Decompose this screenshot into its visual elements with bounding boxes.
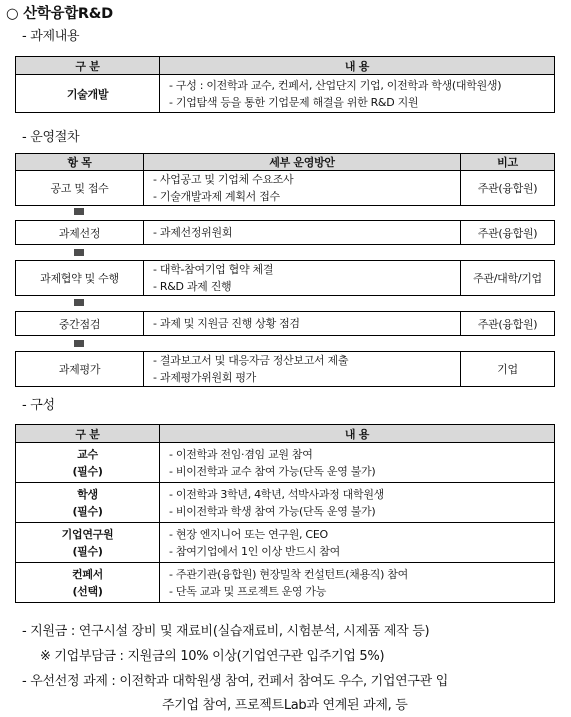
member-role: 교수 [77,447,98,461]
column-header: 내 용 [160,425,555,443]
list-item: - 단독 교과 및 프로젝트 운영 가능 [169,584,327,598]
priority-note-line2: 주기업 참여, 프로젝트Lab과 연계된 과제, 등 [162,698,408,713]
list-item: - 주관기관(융합원) 현장밀착 컨설턴트(채용직) 참여 [169,567,408,581]
list-item: - 과제평가위원회 평가 [153,371,256,384]
step-owner: 주관(융합원) [461,171,555,206]
step-name: 과제평가 [16,352,144,387]
column-header: 구 분 [16,57,160,75]
procedure-step-3 [15,260,555,296]
list-item: - 대학-참여기업 협약 체결 [153,263,274,276]
list-item: - 결과보고서 및 대응자금 정산보고서 제출 [153,354,349,367]
procedure-step-4 [15,311,555,336]
page-title: ○ 산학융합R&D [6,6,113,22]
step-owner: 주관(융합원) [461,312,555,336]
list-item: - 참여기업에서 1인 이상 반드시 참여 [169,544,340,558]
down-arrow-icon [74,340,84,347]
down-arrow-icon [74,249,84,256]
step-owner: 주관/대학/기업 [461,261,555,296]
section-heading-composition: - 구성 [22,398,55,413]
procedure-step-2 [15,220,555,245]
list-item: - 기업탐색 등을 통한 기업문제 해결을 위한 R&D 지원 [169,95,419,109]
composition-table [15,424,555,603]
member-requirement: (필수) [72,544,103,558]
list-item: - 이전학과 3학년, 4학년, 석박사과정 대학원생 [169,487,384,501]
procedure-step-1 [15,170,555,206]
list-item: - 비이전학과 학생 참여 가능(단독 운영 불가) [169,504,376,518]
step-name: 공고 및 접수 [16,171,144,206]
section-heading-task-content: - 과제내용 [22,29,80,44]
member-requirement: (필수) [72,464,103,478]
step-owner: 주관(융합원) [461,221,555,245]
list-item: - 비이전학과 교수 참여 가능(단독 운영 불가) [169,464,376,478]
procedure-step-5 [15,351,555,387]
list-item: - 기술개발과제 계획서 접수 [153,190,280,203]
list-item: - 구성 : 이전학과 교수, 컨페서, 산업단지 기업, 이전학과 학생(대학원생) [169,78,502,92]
member-requirement: (필수) [72,504,103,518]
list-item: - 사업공고 및 기업체 수요조사 [153,173,294,186]
list-item: - 과제선정위원회 [153,226,233,239]
task-content-table [15,56,555,113]
list-item: - 과제 및 지원금 진행 상황 점검 [153,317,300,330]
column-header: 내 용 [160,57,555,75]
list-item: - 이전학과 전임·겸임 교원 참여 [169,447,313,461]
column-header: 항 목 [16,154,144,171]
column-header: 비고 [461,154,555,171]
step-owner: 기업 [461,352,555,387]
member-role: 기업연구원 [61,527,114,541]
priority-note-line1: - 우선선정 과제 : 이전학과 대학원생 참여, 컨페서 참여도 우수, 기업연구관 입 [22,674,449,689]
list-item: - R&D 과제 진행 [153,280,232,293]
column-header: 세부 운영방안 [144,154,461,171]
row-label: 기술개발 [16,75,160,113]
step-name: 과제협약 및 수행 [16,261,144,296]
list-item: - 현장 엔지니어 또는 연구원, CEO [169,527,328,541]
step-name: 과제선정 [16,221,144,245]
company-burden-note: ※ 기업부담금 : 지원금의 10% 이상(기업연구관 입주기업 5%) [40,649,385,664]
member-role: 학생 [77,487,98,501]
procedure-header-table [15,153,555,171]
down-arrow-icon [74,299,84,306]
step-name: 중간점검 [16,312,144,336]
down-arrow-icon [74,208,84,215]
member-requirement: (선택) [72,584,103,598]
member-role: 컨페서 [72,567,103,581]
funding-note: - 지원금 : 연구시설 장비 및 재료비(실습재료비, 시험분석, 시제품 제작 등) [22,624,430,639]
column-header: 구 분 [16,425,160,443]
section-heading-procedure: - 운영절차 [22,130,80,145]
